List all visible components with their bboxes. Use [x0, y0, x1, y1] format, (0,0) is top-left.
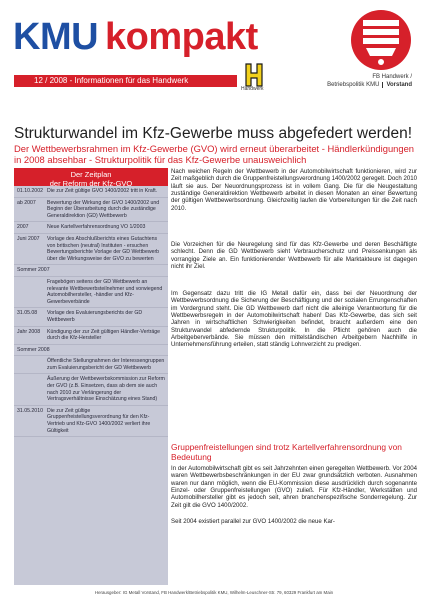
timeline-text: Öffentliche Stellungnahmen der Interessengruppen zum Evaluierungsbericht der GD Wettbewerb: [47, 358, 165, 371]
timeline-row: [14, 308, 168, 326]
article-subtitle: Der Wettbewerbsrahmen im Kfz-Gewerbe (GVO) wird erneut überarbeitet - Händlerkündigungen in 2008 absehbar - Strukturpolitik für das Kfz-Gewerbe unausweichlich: [14, 143, 415, 165]
section-heading: Gruppenfreistellungen sind trotz Kartellverfahrensordnung von Bedeutung: [171, 442, 402, 462]
masthead-kmu: KMU: [13, 16, 99, 58]
timeline-row: [14, 222, 168, 234]
timeline-date: Juni 2007: [17, 235, 40, 242]
timeline-text: Kündigung der zur Zeit gültigen Händler-Verträge durch die Kfz-Hersteller: [47, 328, 161, 342]
timeline-date: Jahr 2008: [17, 328, 41, 335]
department-vorstand: Vorstand: [382, 82, 412, 88]
timeline-row: [14, 198, 168, 223]
department-line-1: FB Handwerk /: [372, 74, 412, 80]
article-paragraph: [171, 168, 417, 216]
timeline-date: [17, 279, 47, 305]
article-paragraph: [171, 241, 417, 274]
timeline-date: ab 2007: [17, 199, 36, 206]
ig-metall-logo-icon: [348, 8, 414, 72]
timeline-period: Sommer 2008: [14, 345, 168, 357]
timeline-date: 31.05.08: [17, 310, 38, 317]
handwerk-label: Handwerk: [241, 86, 264, 92]
paragraph-text: Im Gegensatz dazu tritt die IG Metall dafür ein, dass bei der Neuordnung der Wettbewerbsordnung die Sicherung der Beschäftigung und der sozialen Errungenschaften im Vordergrund steht. Die GD Wettbewerb darf nicht die alleinige Verantwortung für die Wettbewerbsregeln in der Automobilwirtschaft haben! Das Kfz-Gewerbe, das sich seit Jahren in wirtschaftlichen Schwierigkeiten befindet, braucht außerdem eine den Strukturwandel abfedernde Strukturpolitik. In die Pflicht gehören auch die Arbeitgeberverbände. Sie müssen den mittelständischen Arbeitgebern Nachhilfe in Unternehmensführung erteilen, statt ständig Lohnverzicht zu predigen.: [171, 290, 417, 349]
timeline-text: Neue Kartellverfahrensordnung VO 1/2003: [47, 224, 146, 231]
article-paragraph: [171, 518, 417, 529]
timeline-row: [14, 406, 168, 437]
timeline-heading: [14, 168, 168, 186]
timeline-row: [14, 234, 168, 265]
timeline-text: Vorlage des Evaluierungsberichts der GD Wettbewerb: [47, 310, 143, 323]
masthead: [8, 14, 308, 64]
timeline-box: [14, 168, 168, 585]
article-paragraph: [171, 465, 417, 513]
timeline-row: [14, 327, 168, 345]
timeline-row: [14, 356, 168, 374]
timeline-row: [14, 374, 168, 405]
timeline-date: [17, 358, 47, 371]
timeline-date: [17, 376, 47, 402]
timeline-heading-line-1: Der Zeitplan: [70, 170, 112, 179]
issue-bar: 12 / 2008 - Informationen für das Handwerk: [14, 75, 237, 87]
article-paragraph: [171, 290, 417, 353]
paragraph-text: In der Automobilwirtschaft gibt es seit Jahrzehnten einen geregelten Wettbewerb. Vor 2004 waren Wettbewerbsbeschränkungen in der EU zwar grundsätzlich verboten. Ausnahmen waren nur dann möglich, wenn die EU-Kommission diese ausdrücklich durch sogenannte Einzel- oder Gruppenfreistellungen (GVO) zuließ. Für Kfz-Händler, Werkstätten und Automobilhersteller gibt es jedoch seit, ahren branchenspezifische Sonderregelung. Zur Zeit gilt die GVO 1400/2002.: [171, 465, 417, 509]
paragraph-text: Die Vorzeichen für die Neuregelung sind für das Kfz-Gewerbe und deren Beschäftigte schlecht. Denn die GD Wettbewerb sieht Verbraucherschutz und Preissenkungen als vorrangige Ziele an. Ein funktionierender Wettbewerb für alle Marktakteure ist dagegen nicht ihr Ziel.: [171, 241, 417, 271]
timeline-row: [14, 186, 168, 198]
timeline-row: [14, 277, 168, 308]
paragraph-text: Seit 2004 existiert parallel zur GVO 1400/2002 die neue Kar-: [171, 518, 335, 525]
department-label: [282, 73, 412, 89]
timeline-text: Äußerung der Wettbewerbskommission zur Reform der GVO (z.B. Einsetzen, dass ab dem sie auch nach 2010 zur Verlängerung der Vertragsverhältnisse Einschätzung eines Stand): [47, 376, 165, 403]
publisher-footer: Herausgeber: IG Metall Vorstand, FB Handwerk/Betriebspolitik KMU, Wilhelm-Leuschner-Str. 79, 60329 Frankfurt am Main: [94, 590, 334, 595]
timeline-text: Die zur Zeit gültige GVO 1400/2002 tritt in Kraft.: [47, 188, 158, 194]
article-title: Strukturwandel im Kfz-Gewerbe muss abgefedert werden!: [14, 125, 413, 142]
timeline-date: 31.05.2010: [17, 407, 43, 414]
timeline-date: 01.10.2002: [17, 188, 43, 194]
timeline-text: Vorlage des Abschlußberichts eines Gutachtens von britischen (neutral) Instituten - ersuchen Bewertungsberichte Vorlage der GD Wettbewerb über die Wirkungsweise der GVO zu bewerten: [47, 235, 160, 262]
timeline-text: Bewertung der Wirkung der GVO 1400/2002 und Beginn der Überarbeitung durch die zuständige Generaldirektion (GD) Wettbewerb: [47, 199, 160, 219]
masthead-kompakt: kompakt: [105, 16, 258, 58]
timeline-heading-line-2: der Reform der Kfz-GVO: [49, 179, 133, 188]
timeline-date: 2007: [17, 224, 29, 231]
timeline-period: Sommer 2007: [14, 265, 168, 277]
paragraph-text: Nach weichen Regeln der Wettbewerb in der Automobilwirtschaft funktionieren, wird zur Zeit maßgeblich durch die Gruppenfreistellungsverordnung 1400/2002 geregelt. Doch 2010 läuft sie aus. Der Neuordnungsprozess ist in vollem Gang. Die für die Neugestaltung zuständige Generaldirektion Wettbewerb arbeitet in diesen Monaten an einer Bewertung der gültigen Wettbewerbsordnung. Gleichzeitig laufen die Vorbereitungen für die Zeit nach 2010.: [171, 168, 417, 212]
timeline-text: Fragebögen seitens der GD Wettbewerb an relevante Wettbewerbsteilnehmer und vorwiegend Automobilhersteller, -händler und Kfz-Gewerbeverbände: [47, 278, 163, 305]
timeline-text: Die zur Zeit gültige Gruppenfreistellungsverordnung für den Kfz-Vertrieb und Kfz-GVO 1400/2002 verliert ihre Gültigkeit: [47, 407, 151, 434]
department-line-2: Betriebspolitik KMU: [327, 82, 380, 88]
